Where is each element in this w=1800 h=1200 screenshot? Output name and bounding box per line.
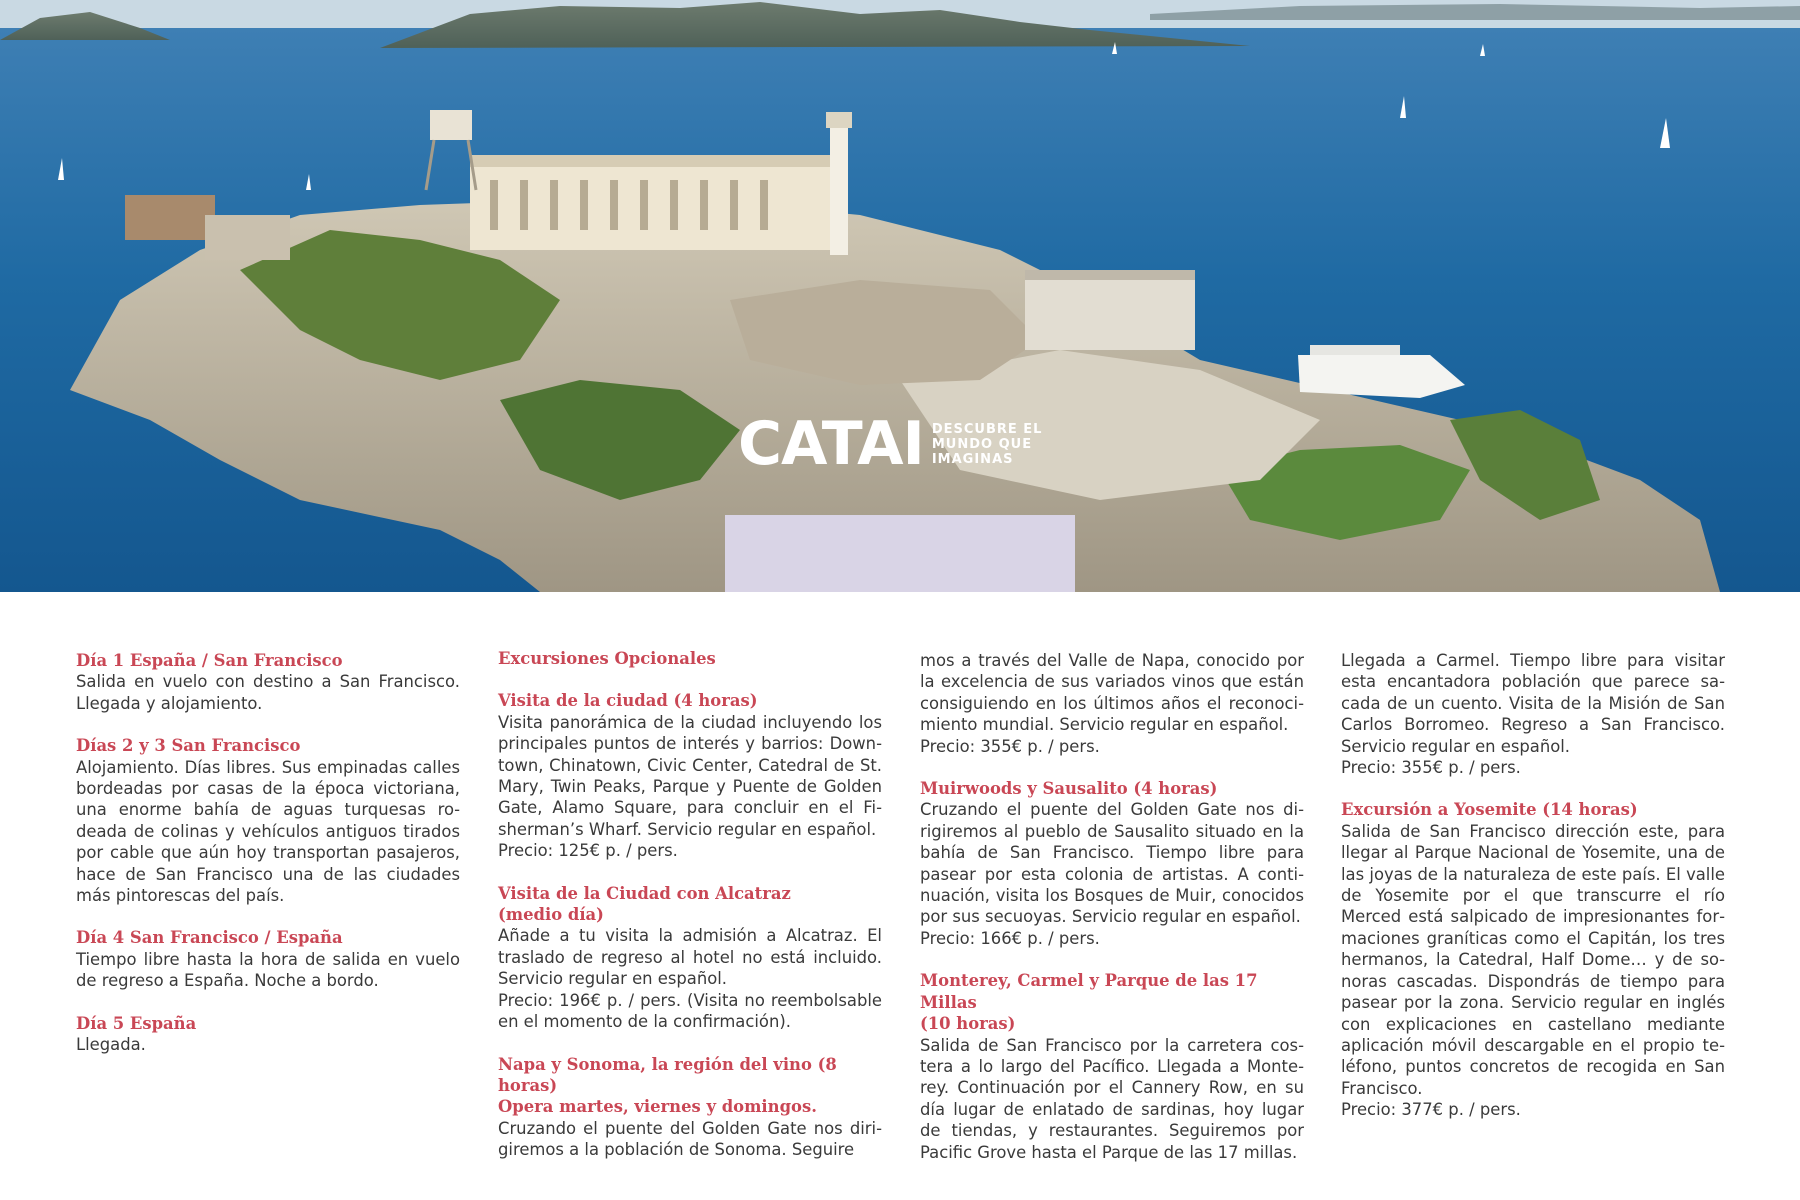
- excursion-title: Excursión a Yosemite (14 horas): [1341, 800, 1638, 820]
- day-title: Días 2 y 3 San Francisco: [76, 736, 301, 756]
- hero-photo: [0, 0, 1800, 592]
- tagline-line-3: IMAGINAS: [931, 451, 1014, 467]
- excursion-city: [498, 690, 882, 861]
- excursion-alcatraz: [498, 883, 882, 1033]
- decorative-tab: [725, 515, 1075, 592]
- excursions-section-title: Excursiones Opcionales: [498, 649, 716, 668]
- day-title: Día 1 España / San Francisco: [76, 651, 343, 670]
- excursion-text: Visita panorámica de la ciudad incluyendo los principales puntos de interés y barrios: Downtown, Chinatown, Civic Center, Catedral de St. Mary, Twin Peaks, Parque y Puente de Golden Gate, Alamo Square, para concluir en el Fisherman’s Wharf. Servicio regular en español.: [498, 712, 882, 839]
- itinerary-days-2-3: [76, 735, 460, 906]
- alcatraz-island-photo: [0, 0, 1800, 592]
- excursion-title: Muirwoods y Sausalito (4 horas): [920, 779, 1218, 799]
- itinerary-day-5: [76, 1013, 460, 1056]
- catai-logo: [738, 409, 1043, 479]
- excursion-price: Precio: 166€ p. / pers.: [920, 928, 1100, 948]
- itinerary-day-4: [76, 927, 460, 991]
- day-title: Día 5 España: [76, 1013, 197, 1033]
- day-text: Tiempo libre hasta la hora de salida en vuelo de regreso a España. Noche a bordo.: [76, 949, 460, 991]
- excursion-text: mos a través del Valle de Napa, conocido por la excelencia de sus variados vinos que están consiguiendo en los últimos años el reconocimiento mundial. Servicio regular en español.: [920, 651, 1304, 735]
- excursion-monterey-continued: [1341, 650, 1725, 778]
- day-text: Salida en vuelo con destino a San Francisco. Llegada y alojamiento.: [76, 672, 460, 713]
- excursion-subtitle: (medio día): [498, 905, 604, 925]
- excursions-column-1: [498, 648, 882, 1161]
- day-text: Alojamiento. Días libres. Sus empinadas calles bordeadas por casas de la época victoriana, una enorme bahía de aguas turquesas rodeada de colinas y vehículos antiguos tirados por cable que aún hoy transportan pasajeros, hace de San Francisco una de las ciudades más pintorescas del país.: [76, 757, 460, 906]
- tagline-line-1: DESCUBRE EL: [931, 421, 1043, 437]
- excursion-text: Cruzando el puente del Golden Gate nos dirigiremos al pueblo de Sausalito situado en la bahía de San Francisco. Tiempo libre para pasear por esta colonia de artistas. A continuación, visita los Bosques de Muir, conocidos por sus secuoyas. Servicio regular en español.: [920, 800, 1304, 927]
- excursion-text: Cruzando el puente del Golden Gate nos dirigiremos a la población de Sonoma. Seguire: [498, 1118, 882, 1160]
- excursion-title: Visita de la ciudad (4 horas): [498, 691, 758, 711]
- itinerary-column: [76, 650, 460, 1077]
- excursion-subtitle: Opera martes, viernes y domingos.: [498, 1097, 817, 1117]
- excursion-monterey: [920, 970, 1304, 1163]
- logo-wordmark: CATAI: [738, 409, 924, 479]
- excursion-price: Precio: 125€ p. / pers.: [498, 841, 678, 861]
- excursion-price: Precio: 377€ p. / pers.: [1341, 1100, 1521, 1120]
- day-title: Día 4 San Francisco / España: [76, 928, 343, 948]
- excursion-subtitle: (10 horas): [920, 1014, 1016, 1034]
- excursion-napa: [498, 1054, 882, 1161]
- excursion-title: Monterey, Carmel y Parque de las 17 Millas: [920, 971, 1258, 1012]
- logo-tagline: [932, 422, 1043, 467]
- excursion-text: Salida de San Francisco dirección este, para llegar al Parque Nacional de Yosemite, una de las joyas de la naturaleza de este país. El valle de Yosemite por el que transcurre el río Merced está salpicado de impresionantes formaciones graníticas como el Capitán, los tres hermanos, la Catedral, Half Dome… y de sonoras cascadas. Dispondrás de tiempo para pasear por la zona. Servicio regular en inglés con explicaciones en castellano mediante aplicación móvil descargable en el propio teléfono, puntos concretos de recogida en San Francisco.: [1341, 821, 1725, 1098]
- excursion-yosemite: [1341, 799, 1725, 1120]
- excursion-price: Precio: 196€ p. / pers. (Visita no reembolsable en el momento de la confirmación).: [498, 990, 882, 1032]
- excursion-text: Salida de San Francisco por la carretera costera a lo largo del Pacífico. Llegada a Monterey. Continuación por el Cannery Row, en su día lugar de enlatado de sardinas, hoy lugar de tiendas, y restaurantes. Seguiremos por Pacific Grove hasta el Parque de las 17 millas.: [920, 1035, 1304, 1162]
- excursion-title: Napa y Sonoma, la región del vino (8 horas): [498, 1054, 837, 1095]
- excursions-column-3: [1341, 650, 1725, 1121]
- excursion-text: Añade a tu visita la admisión a Alcatraz. El traslado de regreso al hotel no está incluido. Servicio regular en español.: [498, 926, 882, 989]
- excursion-muirwoods: [920, 778, 1304, 949]
- excursion-napa-continued: [920, 650, 1304, 757]
- excursion-price: Precio: 355€ p. / pers.: [920, 736, 1100, 756]
- itinerary-day-1: [76, 650, 460, 714]
- day-text: Llegada.: [76, 1035, 146, 1055]
- tagline-line-2: MUNDO QUE: [931, 436, 1033, 452]
- excursions-column-2: [920, 650, 1304, 1163]
- excursion-text: Llegada a Carmel. Tiempo libre para visitar esta encantadora población que parece sacada de un cuento. Visita de la Misión de San Carlos Borromeo. Regreso a San Francisco. Servicio regular en español.: [1341, 651, 1725, 756]
- excursion-title: Visita de la Ciudad con Alcatraz: [498, 883, 791, 903]
- excursion-price: Precio: 355€ p. / pers.: [1341, 758, 1521, 778]
